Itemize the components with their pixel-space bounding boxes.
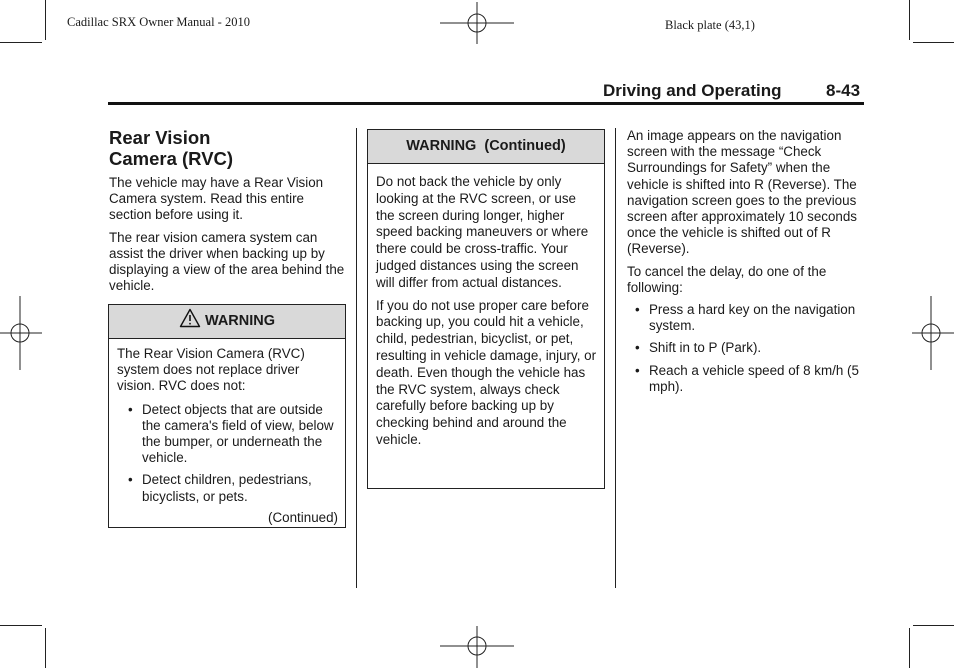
warning-continued-box [367,129,605,489]
crop-mark [45,0,46,40]
warning-header [109,305,345,339]
list-item: • Press a hard key on the navigation system. [649,302,865,334]
list-item: • Detect objects that are outside the camera's field of view, below the bumper, or underneath the vehicle. [142,402,338,467]
manual-title: Cadillac SRX Owner Manual - 2010 [67,15,250,29]
column-1 [109,128,349,294]
crop-mark [913,625,954,626]
page-number: 8-43 [826,81,861,100]
warning-triangle-icon [179,308,201,328]
paragraph: An image appears on the navigation screen with the message “Check Surroundings for Safety” when the vehicle is shifted into R (Reverse). The navigation screen goes to the previous screen after approximately 10 seconds once the vehicle is shifted out of R (Reverse). [627,128,857,257]
registration-mark-icon [440,624,516,668]
registration-mark-icon [0,296,44,372]
crop-mark [45,628,46,668]
section-heading [603,81,782,101]
column-3 [627,128,865,395]
cancel-options-list [627,302,865,395]
registration-mark-icon [910,296,954,372]
crop-mark [0,42,42,43]
warning-list [117,402,338,505]
paragraph: The vehicle may have a Rear Vision Camera system. Read this entire section before using it. [109,175,324,223]
section-title-line: Camera (RVC) [109,147,234,169]
list-item: • Shift in to P (Park). [649,340,865,356]
crop-mark [909,0,910,40]
warning-title: WARNING (Continued) [406,138,566,154]
crop-mark [909,628,910,668]
warning-title: WARNING [204,313,276,329]
list-item: • Detect children, pedestrians, bicyclists, or pets. [142,472,338,504]
section-title [109,128,349,169]
crop-mark [913,42,954,43]
warning-box [108,304,346,528]
warning-intro: The Rear Vision Camera (RVC) system does not replace driver vision. RVC does not: [117,346,305,394]
paragraph: If you do not use proper care before backing up, you could hit a vehicle, child, pedestrian, bicyclist, or pet, resulting in vehicle damage, injury, or death. Even though the vehicle has the RVC system, always check carefully before backing up by checking behind and around the vehicle. [376,297,597,447]
continued-label: (Continued) [268,509,338,525]
paragraph: The rear vision camera system can assist the driver when backing up by displaying a view of the area behind the vehicle. [109,229,345,294]
header-rule [108,102,864,105]
list-item: • Reach a vehicle speed of 8 km/h (5 mph). [649,363,865,395]
paragraph: To cancel the delay, do one of the following: [627,263,827,295]
crop-mark [0,625,42,626]
section-name: Driving and Operating [603,81,782,100]
registration-mark-icon [440,2,516,46]
warning-header [368,130,604,164]
column-divider [356,128,357,588]
column-divider [615,128,616,588]
plate-label: Black plate (43,1) [665,18,755,32]
section-title-line: Rear Vision [109,127,211,148]
paragraph: Do not back the vehicle by only looking at the RVC screen, or use the screen during longer, higher speed backing maneuvers or where there could be cross-traffic. Your judged distances using the screen will differ from actual distances. [376,174,589,290]
